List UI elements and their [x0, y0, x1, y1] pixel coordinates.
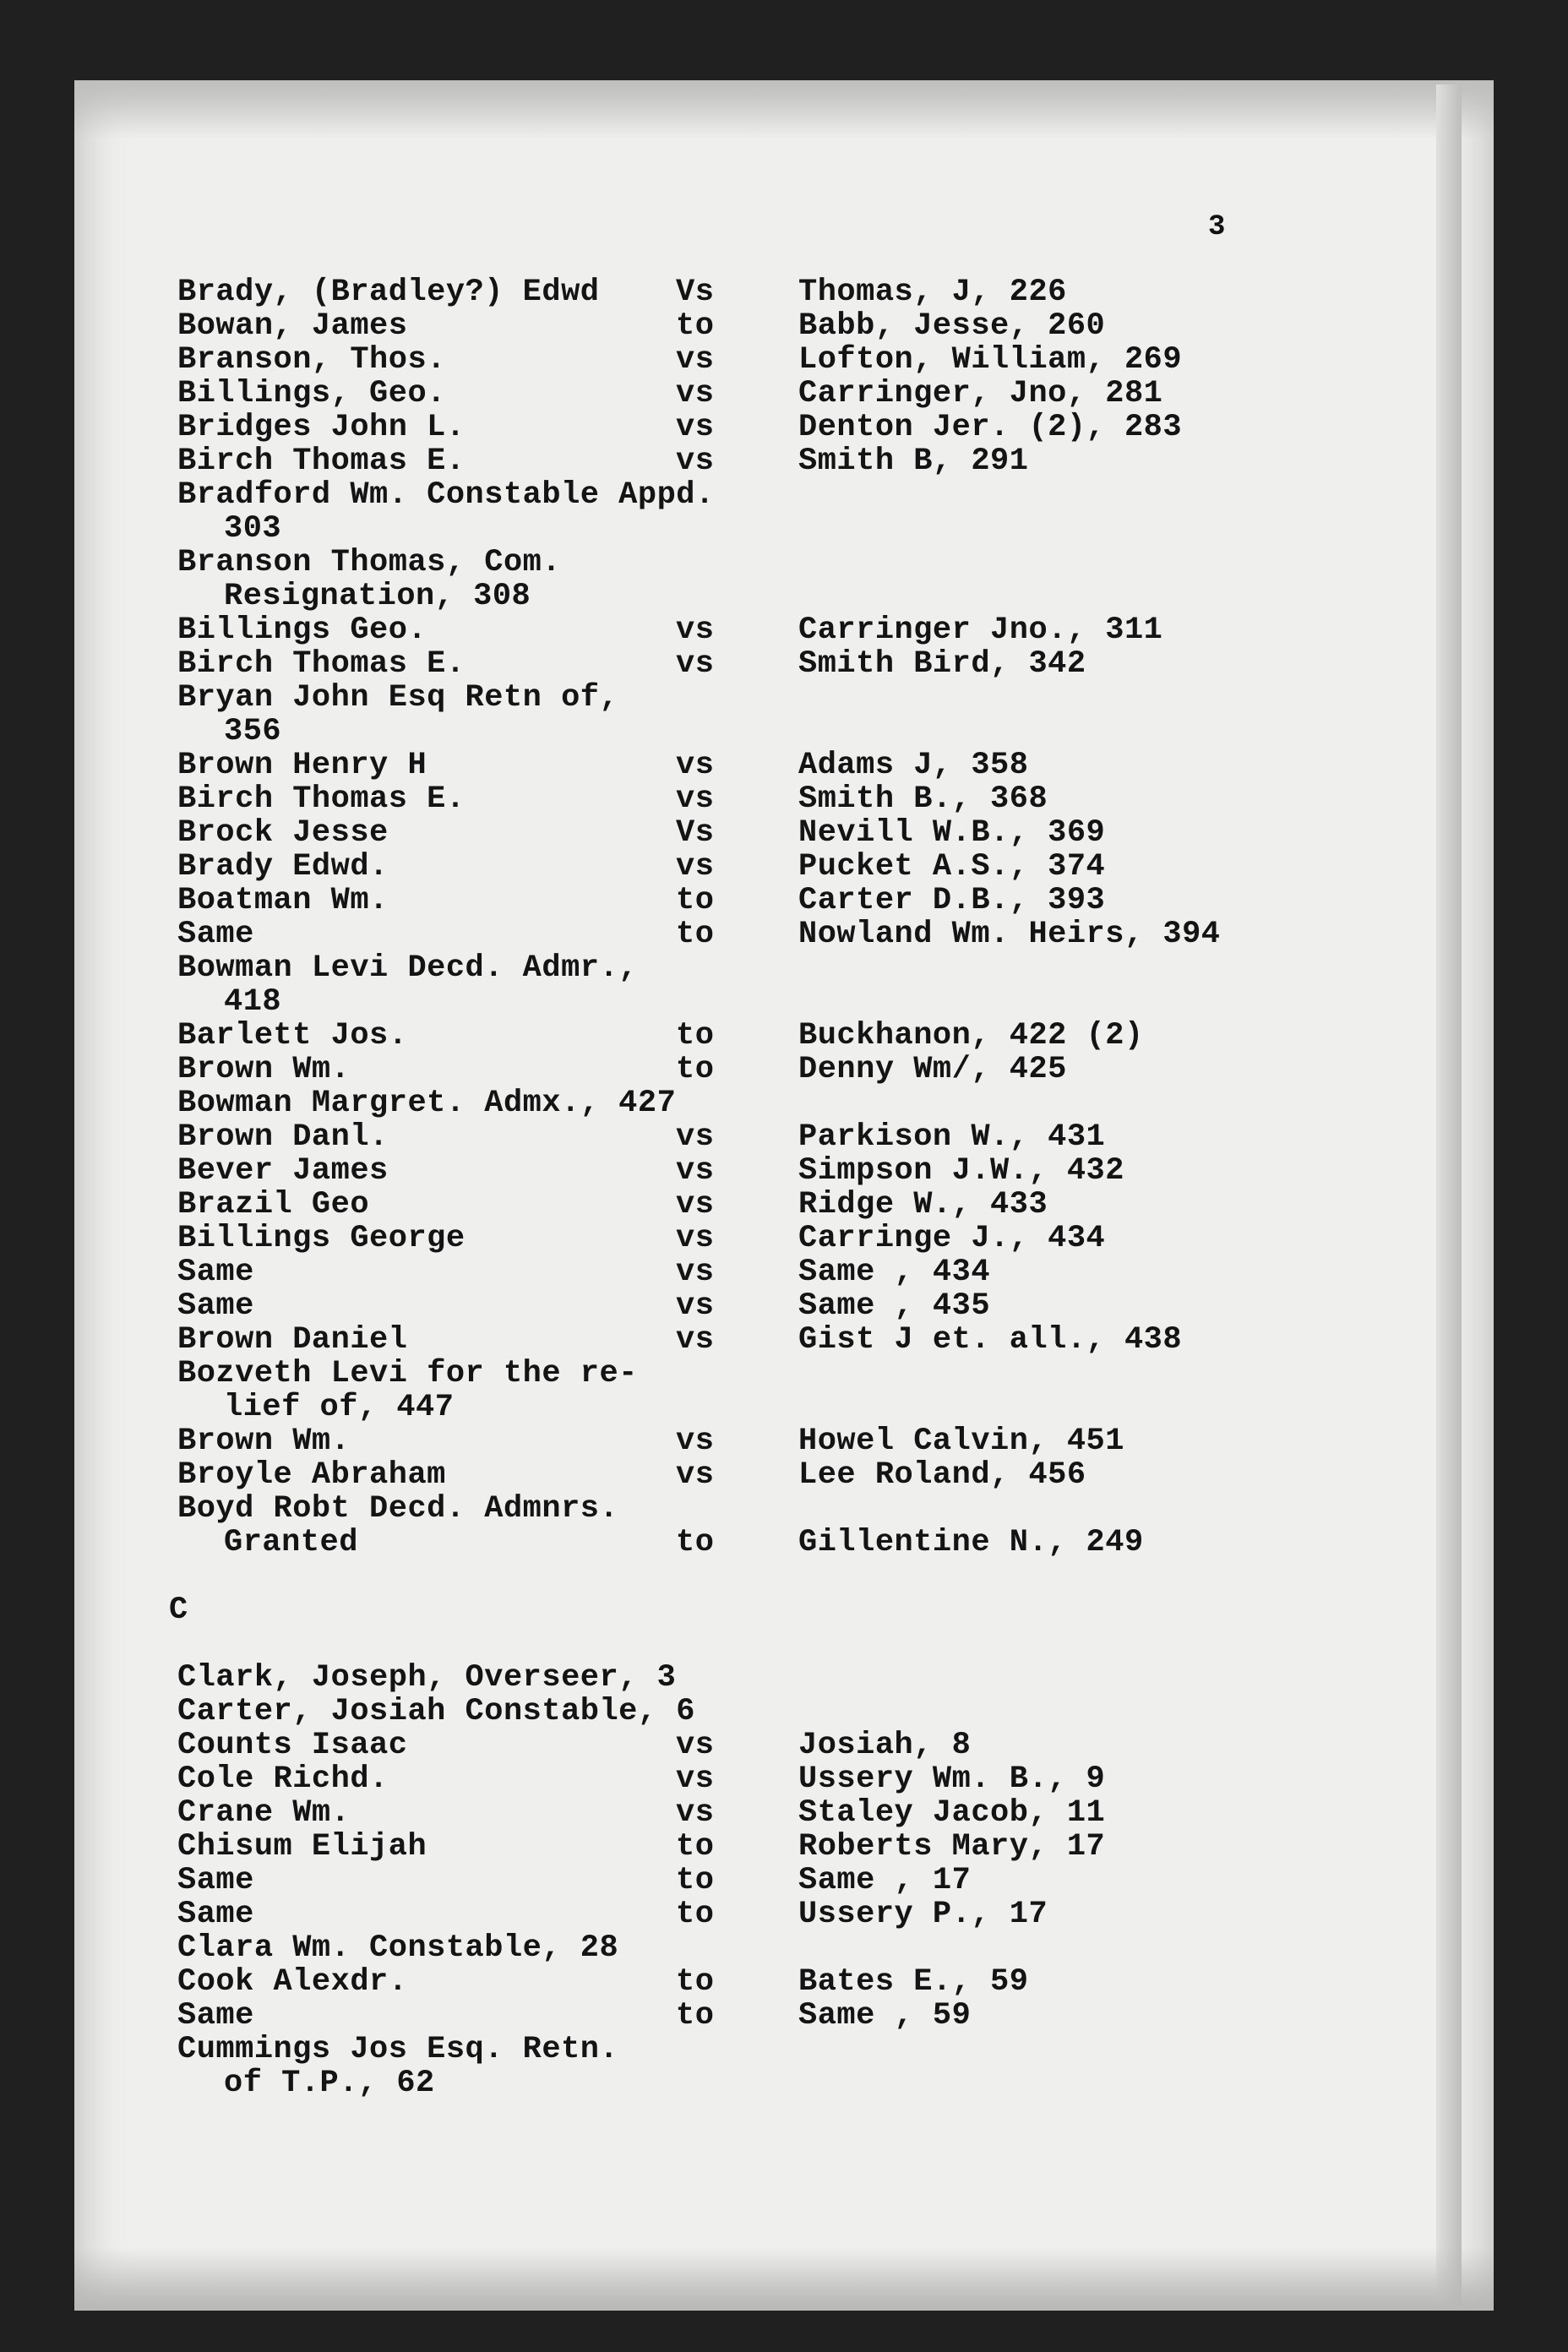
entry-name: Brown Wm.: [177, 1424, 351, 1459]
entry-party: Ridge W., 433: [798, 1187, 1048, 1222]
entry-party: Same , 435: [798, 1288, 991, 1324]
entry-name: Crane Wm.: [177, 1795, 351, 1831]
entry-relation: vs: [676, 1795, 715, 1831]
entry-name: Barlett Jos.: [177, 1018, 408, 1054]
entry-continuation: Resignation, 308: [224, 579, 531, 614]
entry-party: Ussery P., 17: [798, 1897, 1048, 1932]
entry-relation: vs: [676, 1457, 715, 1493]
entry-relation: vs: [676, 1288, 715, 1324]
entry-name: Brown Danl.: [177, 1119, 389, 1155]
entry-name: Bowman Margret. Admx., 427: [177, 1086, 677, 1121]
entry-name: Brown Wm.: [177, 1052, 351, 1087]
entry-relation: to: [676, 1897, 715, 1932]
entry-name: Same: [177, 1288, 254, 1324]
entry-name: Bozveth Levi for the re-: [177, 1356, 638, 1391]
entry-name: Brown Henry H: [177, 748, 427, 783]
entry-name: Birch Thomas E.: [177, 444, 466, 479]
entry-relation: vs: [676, 1119, 715, 1155]
entry-relation: vs: [676, 1322, 715, 1358]
entry-name: Cole Richd.: [177, 1761, 389, 1797]
entry-party: Carringer, Jno, 281: [798, 376, 1163, 411]
entry-party: Denton Jer. (2), 283: [798, 410, 1183, 445]
entry-relation: vs: [676, 410, 715, 445]
entry-relation: to: [676, 308, 715, 344]
entry-name: Brazil Geo: [177, 1187, 370, 1222]
entry-party: Howel Calvin, 451: [798, 1424, 1124, 1459]
entry-party: Carringer Jno., 311: [798, 612, 1163, 648]
entry-party: Josiah, 8: [798, 1728, 972, 1763]
entry-name: Boatman Wm.: [177, 883, 389, 918]
paper-edge-shadow-right: [1436, 84, 1462, 2306]
entry-continuation: 356: [224, 714, 282, 749]
entry-name: Cook Alexdr.: [177, 1964, 408, 2000]
entry-party: Roberts Mary, 17: [798, 1829, 1106, 1865]
entry-party: Same , 434: [798, 1255, 991, 1290]
entry-relation: vs: [676, 849, 715, 885]
entry-name: Brady, (Bradley?) Edwd: [177, 275, 600, 310]
entry-continuation: Granted: [224, 1525, 358, 1560]
entry-relation: Vs: [676, 275, 715, 310]
entry-name: Same: [177, 1998, 254, 2034]
entry-party: Parkison W., 431: [798, 1119, 1106, 1155]
entry-relation: vs: [676, 748, 715, 783]
entry-relation: to: [676, 917, 715, 952]
entry-relation: to: [676, 883, 715, 918]
entry-party: Adams J, 358: [798, 748, 1029, 783]
entry-name: Same: [177, 917, 254, 952]
entry-relation: vs: [676, 1728, 715, 1763]
entry-party: Ussery Wm. B., 9: [798, 1761, 1106, 1797]
entry-name: Birch Thomas E.: [177, 781, 466, 817]
entry-relation: vs: [676, 1221, 715, 1256]
entry-relation: vs: [676, 1255, 715, 1290]
entry-name: Billings Geo.: [177, 612, 427, 648]
entry-continuation: of T.P., 62: [224, 2066, 435, 2101]
entry-relation: vs: [676, 781, 715, 817]
entry-name: Bowan, James: [177, 308, 408, 344]
entry-party: Smith B, 291: [798, 444, 1029, 479]
entry-relation: Vs: [676, 815, 715, 851]
paper-edge-shadow-bottom: [74, 2247, 1494, 2311]
entry-party: Denny Wm/, 425: [798, 1052, 1067, 1087]
entry-name: Cummings Jos Esq. Retn.: [177, 2032, 619, 2067]
entry-relation: to: [676, 1998, 715, 2034]
entry-name: Brock Jesse: [177, 815, 389, 851]
entry-party: Pucket A.S., 374: [798, 849, 1106, 885]
entry-relation: vs: [676, 612, 715, 648]
paper-edge-shadow-top: [74, 80, 1494, 139]
entry-name: Brady Edwd.: [177, 849, 389, 885]
entry-continuation: lief of, 447: [224, 1390, 455, 1425]
entry-name: Bowman Levi Decd. Admr.,: [177, 950, 638, 986]
entry-party: Babb, Jesse, 260: [798, 308, 1106, 344]
entry-continuation: 418: [224, 984, 282, 1020]
entry-party: Lee Roland, 456: [798, 1457, 1086, 1493]
entry-name: Bryan John Esq Retn of,: [177, 680, 619, 716]
entry-name: Chisum Elijah: [177, 1829, 427, 1865]
entry-name: Boyd Robt Decd. Admnrs.: [177, 1491, 619, 1527]
entry-relation: vs: [676, 1761, 715, 1797]
entry-name: Branson, Thos.: [177, 342, 446, 378]
entry-relation: to: [676, 1052, 715, 1087]
entry-party: Same , 59: [798, 1998, 972, 2034]
entry-party: Gillentine N., 249: [798, 1525, 1144, 1560]
entry-relation: vs: [676, 1424, 715, 1459]
entry-party: Same , 17: [798, 1863, 972, 1898]
entry-party: Lofton, William, 269: [798, 342, 1183, 378]
entry-relation: vs: [676, 342, 715, 378]
entry-party: Buckhanon, 422 (2): [798, 1018, 1144, 1054]
entry-relation: vs: [676, 1187, 715, 1222]
entry-relation: to: [676, 1863, 715, 1898]
page-number: 3: [1208, 211, 1226, 243]
entry-party: Nevill W.B., 369: [798, 815, 1106, 851]
entry-name: Billings George: [177, 1221, 466, 1256]
entry-name: Same: [177, 1255, 254, 1290]
entry-name: Clara Wm. Constable, 28: [177, 1930, 619, 1966]
entry-relation: to: [676, 1964, 715, 2000]
entry-name: Counts Isaac: [177, 1728, 408, 1763]
entry-name: Brown Daniel: [177, 1322, 408, 1358]
entry-party: Simpson J.W., 432: [798, 1153, 1124, 1189]
entry-relation: to: [676, 1829, 715, 1865]
entry-continuation: 303: [224, 511, 282, 547]
entry-name: Carter, Josiah Constable, 6: [177, 1694, 695, 1729]
entry-party: Staley Jacob, 11: [798, 1795, 1106, 1831]
entry-party: Carringe J., 434: [798, 1221, 1106, 1256]
entry-name: Branson Thomas, Com.: [177, 545, 562, 580]
entry-name: Bradford Wm. Constable Appd.: [177, 477, 715, 513]
entry-relation: vs: [676, 444, 715, 479]
entry-name: Same: [177, 1897, 254, 1932]
entry-name: Bridges John L.: [177, 410, 466, 445]
entry-party: Carter D.B., 393: [798, 883, 1106, 918]
entry-party: Smith B., 368: [798, 781, 1048, 817]
entry-name: Same: [177, 1863, 254, 1898]
entry-party: Gist J et. all., 438: [798, 1322, 1183, 1358]
entry-relation: vs: [676, 376, 715, 411]
entry-relation: vs: [676, 646, 715, 682]
section-letter-c: C: [169, 1592, 188, 1628]
entry-relation: vs: [676, 1153, 715, 1189]
entry-name: Clark, Joseph, Overseer, 3: [177, 1660, 677, 1696]
entry-party: Nowland Wm. Heirs, 394: [798, 917, 1221, 952]
entry-party: Thomas, J, 226: [798, 275, 1067, 310]
entry-name: Bever James: [177, 1153, 389, 1189]
entry-relation: to: [676, 1525, 715, 1560]
entry-name: Billings, Geo.: [177, 376, 446, 411]
entry-relation: to: [676, 1018, 715, 1054]
entry-name: Broyle Abraham: [177, 1457, 446, 1493]
entry-name: Birch Thomas E.: [177, 646, 466, 682]
entry-party: Bates E., 59: [798, 1964, 1029, 2000]
entry-party: Smith Bird, 342: [798, 646, 1086, 682]
